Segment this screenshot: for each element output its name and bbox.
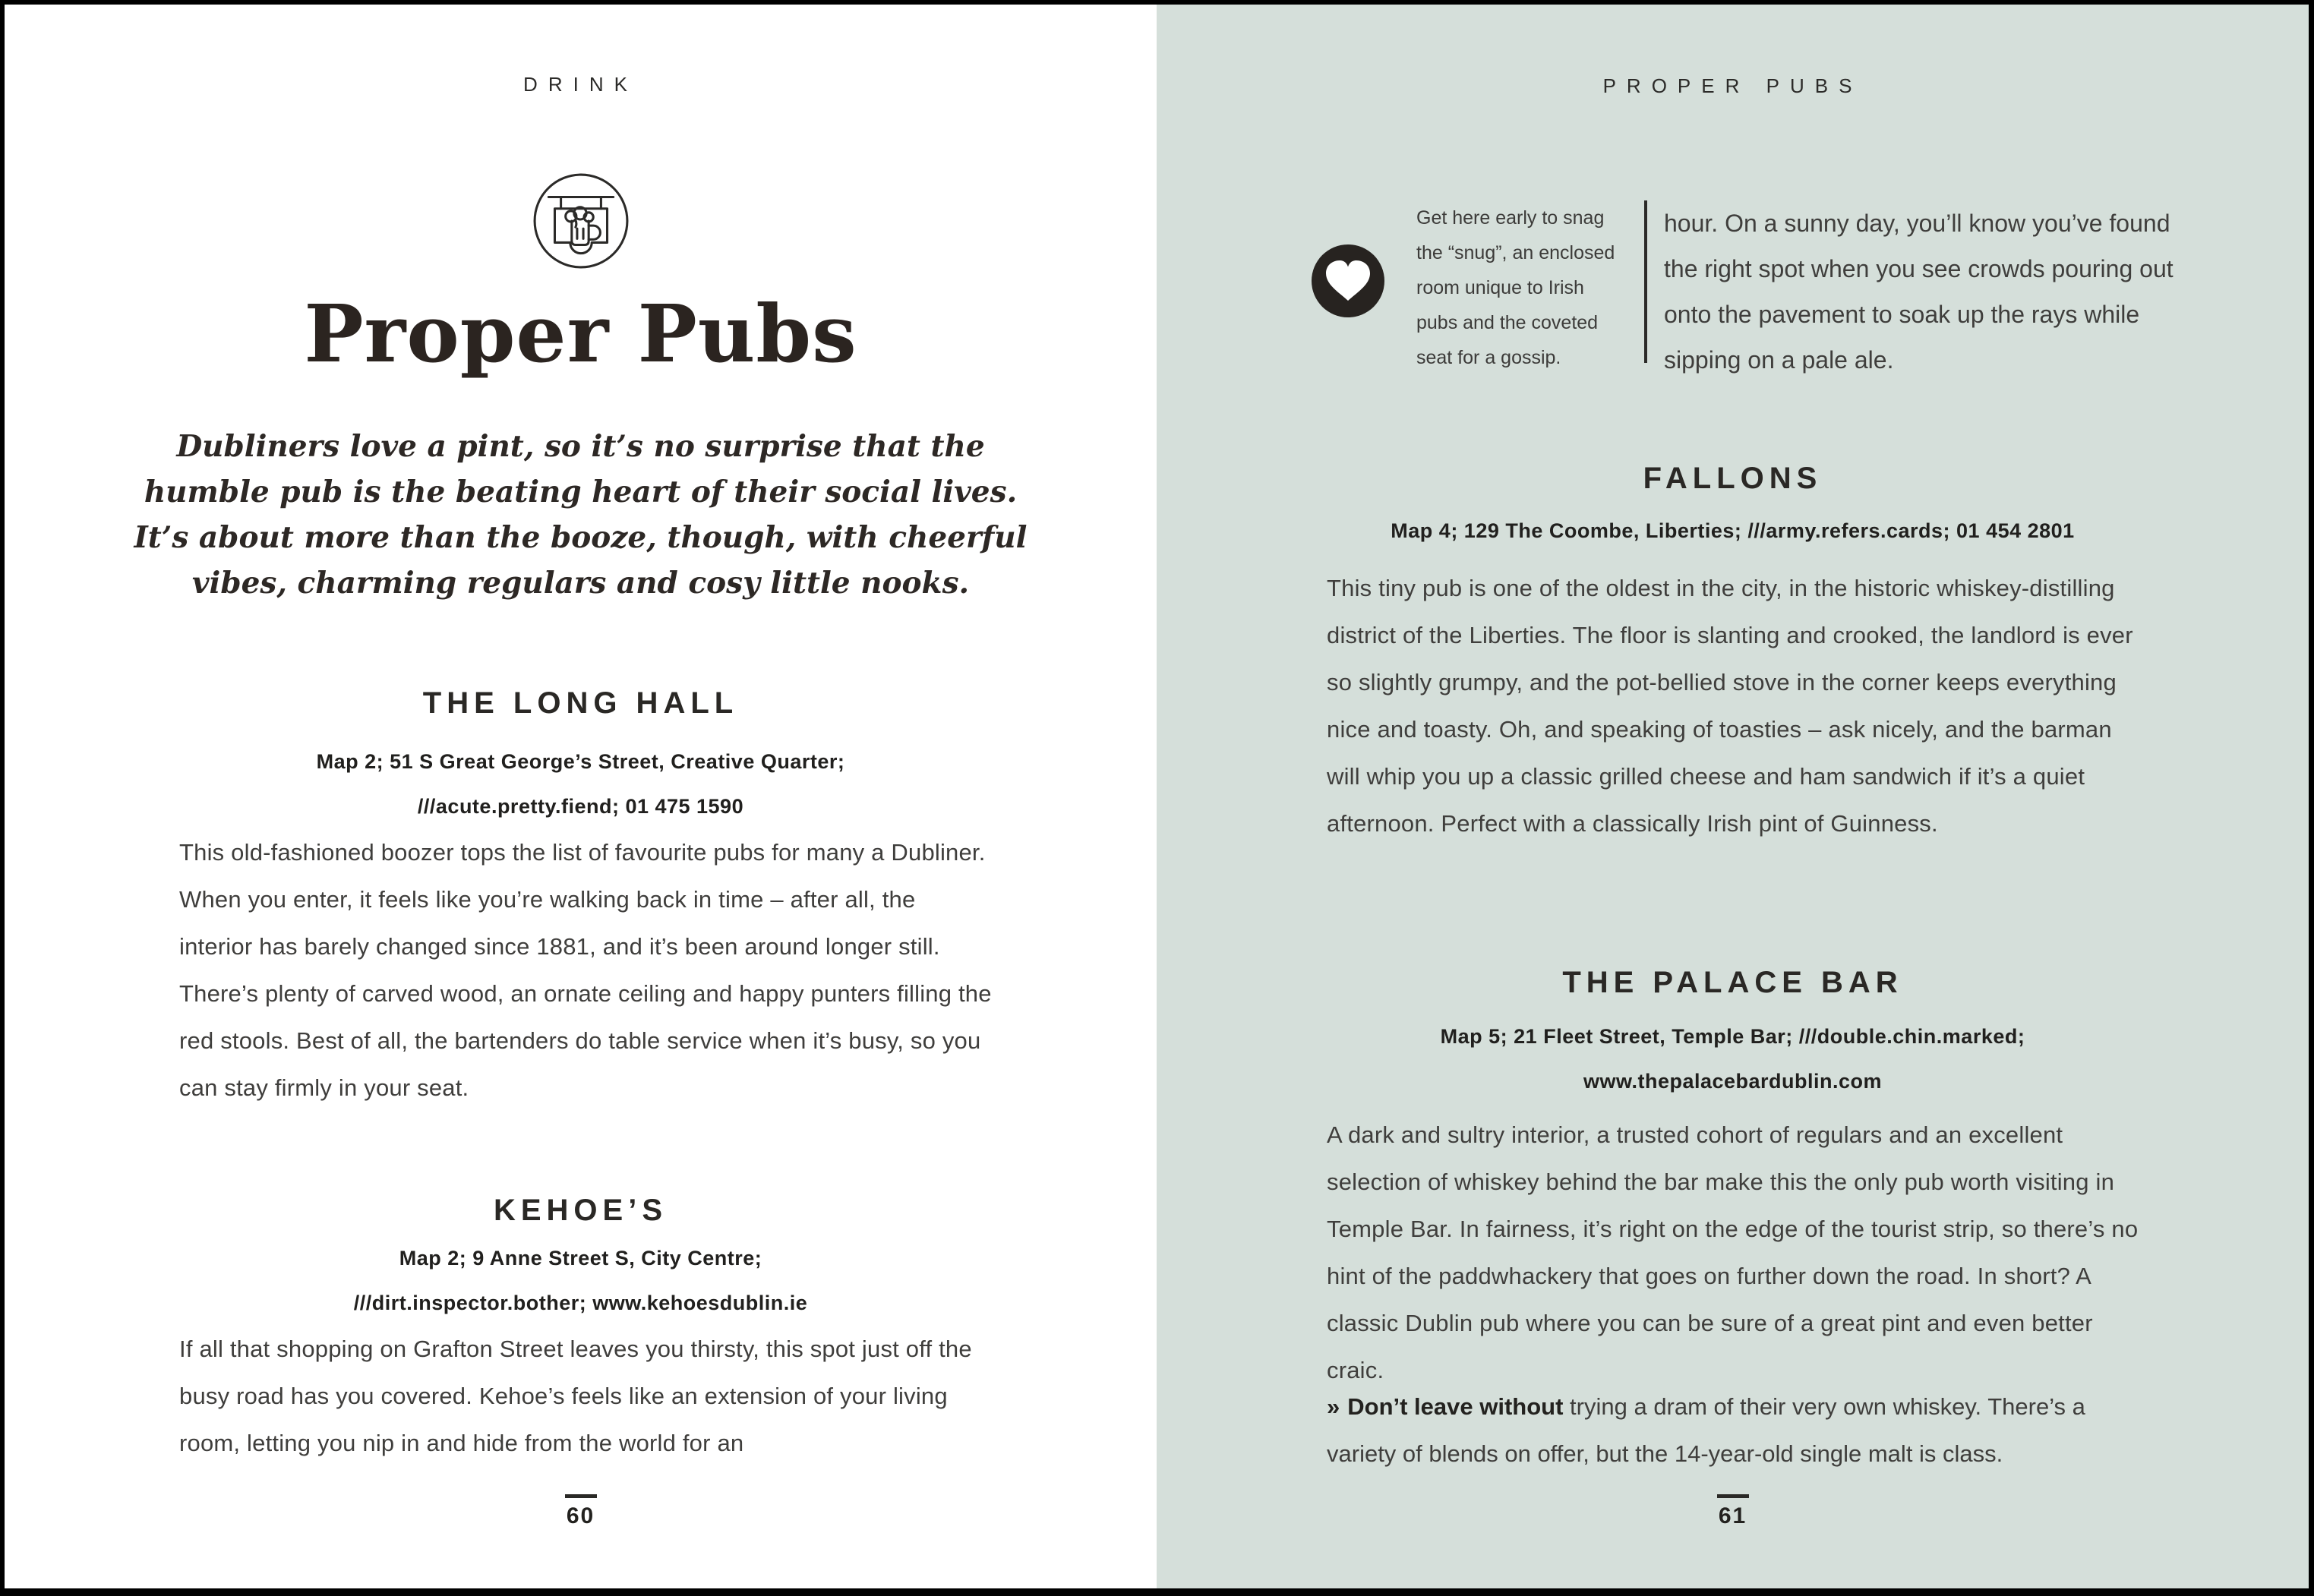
entry-address-kehoes — [5, 1236, 1157, 1326]
tip-label: Don’t leave without — [1347, 1393, 1564, 1420]
address-line: Map 2; 9 Anne Street S, City Centre; — [399, 1247, 762, 1270]
tip-sidebar-text: Get here early to snag the “snug”, an enclosed room unique to Irish pubs and the coveted seat for a gossip. — [1416, 207, 1615, 368]
page-number-left: 60 — [5, 1494, 1157, 1529]
tip-divider — [1644, 200, 1647, 363]
right-page — [1157, 5, 2309, 1588]
chevrons-icon: » — [1327, 1393, 1340, 1420]
tip-text: trying a dram of their very own whiskey. There’s a variety of blends on offer, but the 14-year-old single malt is class. — [1327, 1393, 2085, 1467]
intro-line: It’s about more than the booze, though, with cheerful — [134, 520, 1028, 555]
intro-line: humble pub is the beating heart of their social lives. — [144, 475, 1018, 509]
entry-body-long-hall: This old-fashioned boozer tops the list of favourite pubs for many a Dubliner. When you enter, it feels like you’re walking back in time – after all, the interior has barely changed since 1881, and it’s been around longer still. There’s plenty of carved wood, an ornate ceiling and happy punters filling the red stools. Best of all, the bartenders do table service when it’s busy, so you can stay firmly in your seat. — [179, 839, 992, 1101]
entry-address-fallons — [1157, 509, 2309, 554]
pub-sign-icon — [532, 172, 630, 270]
entry-address-palace-bar — [1157, 1014, 2309, 1104]
entry-heading-palace-bar: THE PALACE BAR — [1562, 966, 1903, 999]
address-line: Map 4; 129 The Coombe, Liberties; ///army.refers.cards; 01 454 2801 — [1391, 519, 2075, 542]
tip-continuation-text: hour. On a sunny day, you’ll know you’ve found the right spot when you see crowds pouring out onto the pavement to soak up the rays while sipping on a pale ale. — [1664, 210, 2174, 374]
chapter-intro — [5, 424, 1157, 606]
page-title: Proper Pubs — [304, 287, 857, 380]
entry-body-palace-bar: A dark and sultry interior, a trusted cohort of regulars and an excellent selection of whiskey behind the bar make this the only pub worth visiting in Temple Bar. In fairness, it’s right on the edge of the tourist strip, so there’s no hint of the paddwhackery that goes on further down the road. In short? A classic Dublin pub where you can be sure of a great pint and even better craic. — [1327, 1121, 2139, 1383]
entry-body-kehoes: If all that shopping on Grafton Street leaves you thirsty, this spot just off the busy road has you covered. Kehoe’s feels like an extension of your living room, letting you nip in and hide from the world for an — [179, 1336, 972, 1456]
address-line: Map 5; 21 Fleet Street, Temple Bar; ///double.chin.marked; — [1440, 1025, 2025, 1048]
address-line: www.thepalacebardublin.com — [1583, 1070, 1883, 1093]
entry-heading-long-hall: THE LONG HALL — [422, 686, 739, 720]
left-page — [5, 5, 1157, 1588]
entry-address-long-hall — [5, 740, 1157, 829]
page-number-right: 61 — [1157, 1494, 2309, 1529]
address-line: ///acute.pretty.fiend; 01 475 1590 — [417, 795, 744, 818]
intro-line: Dubliners love a pint, so it’s no surprise that the — [176, 429, 985, 464]
intro-line: vibes, charming regulars and cosy little nooks. — [191, 566, 970, 601]
entry-body-fallons: This tiny pub is one of the oldest in the city, in the historic whiskey-distilling district of the Liberties. The floor is slanting and crooked, the landlord is ever so slightly grumpy, and the pot-bellied stove in the corner keeps everything nice and toasty. Oh, and speaking of toasties – ask nicely, and the barman will whip you up a classic grilled cheese and ham sandwich if it’s a quiet afternoon. Perfect with a classically Irish pint of Guinness. — [1327, 575, 2133, 837]
entry-heading-fallons: FALLONS — [1643, 462, 1823, 495]
address-line: Map 2; 51 S Great George’s Street, Creative Quarter; — [316, 750, 845, 773]
running-header-right: PROPER PUBS — [1602, 74, 1863, 97]
heart-icon — [1312, 244, 1384, 317]
dont-leave-without-tip — [1327, 1383, 2145, 1478]
entry-heading-kehoes: KEHOE’S — [493, 1194, 668, 1227]
running-header-left: DRINK — [523, 73, 638, 96]
address-line: ///dirt.inspector.bother; www.kehoesdublin.ie — [353, 1292, 808, 1314]
